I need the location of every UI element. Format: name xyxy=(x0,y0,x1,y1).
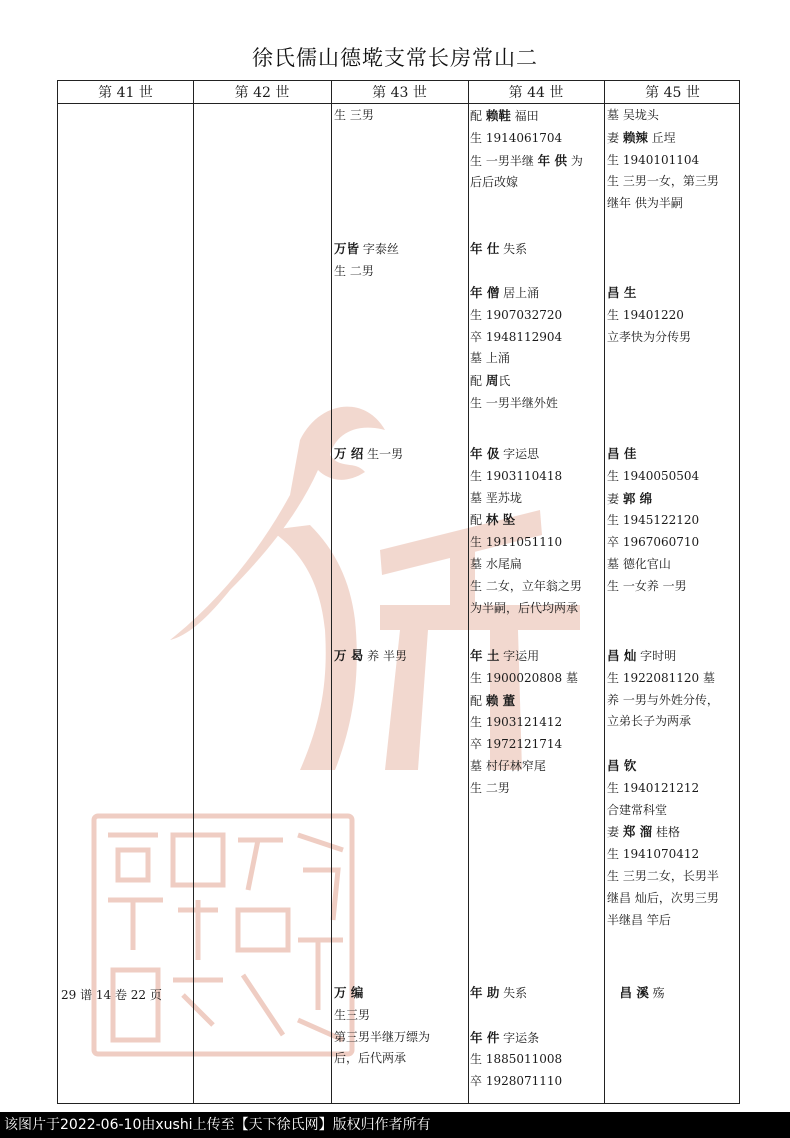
entry-gen-43 xyxy=(334,645,466,668)
entry-line xyxy=(607,510,739,532)
entry-gen-43 xyxy=(334,982,466,1070)
entry-text: 墓 村仔林窄尾 xyxy=(470,758,546,773)
entry-text: 字泰丝 xyxy=(359,242,399,256)
entry-line xyxy=(470,756,602,778)
entry-text: 生 1940101104 xyxy=(607,152,700,167)
entry-gen-45 xyxy=(607,645,739,931)
entry-line xyxy=(470,327,602,349)
entry-gen-43 xyxy=(334,238,466,283)
entry-text: 生三男 xyxy=(334,1007,371,1022)
entry-text: 生 1945122120 xyxy=(607,513,700,528)
entry-text: 养 一男与外姓分传， xyxy=(607,692,719,707)
person-name: 年 僧 xyxy=(470,285,500,300)
entry-text: 氏 xyxy=(498,374,511,389)
entry-line xyxy=(607,532,739,554)
entry-text: 继昌 灿后，次男三男 xyxy=(607,890,719,905)
entry-line xyxy=(470,734,602,756)
entry-line xyxy=(470,690,602,713)
entry-text: 卒 1967060710 xyxy=(607,535,700,550)
entry-line xyxy=(607,668,739,690)
entry-text: 立弟长子为两承 xyxy=(607,714,692,729)
entry-text: 半继昌 竿后 xyxy=(607,912,671,927)
entry-line xyxy=(470,1027,602,1050)
entry-gen-44 xyxy=(470,645,602,800)
entry-line xyxy=(470,554,602,576)
entry-text: 字运用 xyxy=(499,649,540,663)
entry-text: 生 1922081120 墓 xyxy=(607,670,715,685)
entry-line xyxy=(607,171,739,193)
entry-text: 生 一男半继外姓 xyxy=(470,395,558,410)
entry-text: 字运思 xyxy=(499,447,540,461)
entry-line xyxy=(607,733,739,755)
entry-text: 居上涌 xyxy=(499,286,540,300)
entry-line xyxy=(607,888,739,910)
entry-text: 桂格 xyxy=(652,825,681,840)
entry-text: 配 xyxy=(470,693,486,708)
entry-line xyxy=(470,348,602,370)
entry-line xyxy=(607,193,739,215)
entry-text: 合建常科堂 xyxy=(607,802,668,817)
entry-gen-45 xyxy=(607,282,739,348)
entry-line xyxy=(607,554,739,576)
entry-line xyxy=(470,282,602,305)
genealogy-table xyxy=(57,80,740,1104)
person-name: 赖 董 xyxy=(485,692,516,708)
entry-text: 配 xyxy=(470,513,486,528)
person-name: 年 伋 xyxy=(470,446,500,461)
entry-text: 失系 xyxy=(499,242,528,256)
person-name: 林 坠 xyxy=(485,512,516,528)
entry-text: 生 1940050504 xyxy=(607,468,700,483)
entry-line xyxy=(470,576,602,598)
entry-gen-44 xyxy=(470,982,602,1093)
person-name: 年 土 xyxy=(470,648,500,663)
entry-gen-44 xyxy=(470,282,602,415)
entry-line xyxy=(607,127,739,150)
person-name: 年 助 xyxy=(470,985,500,1000)
entry-text: 生 1911051110 xyxy=(470,535,563,550)
person-name: 郑 溜 xyxy=(622,824,653,840)
entry-text: 卒 1948112904 xyxy=(470,329,563,344)
entry-text: 卒 1972121714 xyxy=(470,737,563,752)
person-name: 昌 钦 xyxy=(607,757,637,773)
entry-line xyxy=(470,1071,602,1093)
entry-text: 配 xyxy=(470,109,486,123)
entry-line xyxy=(470,778,602,800)
entry-line xyxy=(607,690,739,712)
entry-line xyxy=(607,488,739,511)
entry-line xyxy=(607,576,739,598)
entry-line xyxy=(470,1049,602,1071)
entry-gen-44 xyxy=(470,105,602,194)
person-name: 万皆 xyxy=(334,241,360,256)
column-header-gen-45: 第 45 世 xyxy=(645,85,700,101)
person-name: 万 编 xyxy=(334,985,364,1000)
person-name: 万 绍 xyxy=(334,446,364,461)
entry-text: 生 1907032720 xyxy=(470,307,563,322)
entry-line xyxy=(607,800,739,822)
column-divider xyxy=(331,81,332,1103)
entry-line xyxy=(607,755,739,778)
entry-line xyxy=(334,105,466,127)
upload-notice-footer: 该图片于2022-06-10由xushi上传至【天下徐氏网】版权归作者所有 xyxy=(0,1112,790,1138)
entry-line xyxy=(470,443,602,466)
entry-text: 养 半男 xyxy=(363,649,407,663)
entry-text: 生 二男 xyxy=(334,263,374,278)
column-header-gen-43: 第 43 世 xyxy=(372,85,427,101)
person-name: 年 仕 xyxy=(470,241,500,256)
column-divider xyxy=(468,81,469,1103)
person-name: 昌 灿 xyxy=(607,648,637,663)
person-name: 昌 佳 xyxy=(607,446,637,461)
entry-text: 生 1914061704 xyxy=(470,130,563,145)
entry-line xyxy=(470,466,602,488)
page-reference: 29 谱 14 卷 22 页 xyxy=(61,988,162,1002)
person-name: 周 xyxy=(485,373,499,389)
entry-text: 卒 1928071110 xyxy=(470,1074,563,1089)
entry-line xyxy=(334,645,466,668)
column-divider xyxy=(604,81,605,1103)
entry-text: 失系 xyxy=(499,986,528,1000)
entry-text: 生 19401220 xyxy=(607,307,684,322)
entry-text: 殇 xyxy=(648,986,665,1000)
entry-text: 妻 xyxy=(607,491,623,506)
entry-gen-45 xyxy=(607,105,739,215)
person-name: 赖辣 xyxy=(622,129,648,145)
entry-gen-45 xyxy=(607,982,739,1005)
entry-text: 生一男 xyxy=(363,447,404,461)
entry-line xyxy=(334,261,466,283)
entry-line xyxy=(470,172,602,194)
entry-text: 生 1900020808 墓 xyxy=(470,670,578,685)
entry-line xyxy=(607,866,739,888)
entry-text: 妻 xyxy=(607,825,623,840)
person-name: 昌 溪 xyxy=(607,985,649,1000)
entry-text: 墓 垩苏垅 xyxy=(470,490,522,505)
entry-line xyxy=(607,466,739,488)
entry-line xyxy=(607,982,739,1005)
entry-text: 生 三男一女，第三男 xyxy=(607,174,719,189)
entry-line xyxy=(607,821,739,844)
entry-text: 第三男半继万缥为 xyxy=(334,1029,431,1044)
entry-line xyxy=(607,443,739,466)
entry-text: 生 三男 xyxy=(334,108,374,122)
entry-line xyxy=(470,532,602,554)
entry-text: 福田 xyxy=(510,109,539,123)
entry-gen-43 xyxy=(334,443,466,466)
entry-text: 妻 xyxy=(607,130,623,145)
entry-line xyxy=(334,1027,466,1049)
entry-line xyxy=(470,128,602,150)
person-name: 赖鞋 xyxy=(485,108,511,123)
entry-text: 立孝快为分传男 xyxy=(607,329,692,344)
entry-line xyxy=(334,238,466,261)
entry-text: 继年 供为半嗣 xyxy=(607,196,683,211)
entry-text: 墓 上涌 xyxy=(470,351,510,366)
entry-line xyxy=(470,668,602,690)
entry-line xyxy=(470,393,602,415)
person-name: 万 曷 xyxy=(334,648,364,663)
entry-line xyxy=(470,509,602,532)
entry-line xyxy=(334,443,466,466)
entry-line xyxy=(470,1005,602,1027)
entry-text: 墓 德化官山 xyxy=(607,556,671,571)
column-divider xyxy=(193,81,194,1103)
entry-gen-45 xyxy=(607,443,739,598)
entry-line xyxy=(607,282,739,305)
entry-line xyxy=(607,645,739,668)
entry-text: 生 二女，立年翁之男 xyxy=(470,578,582,593)
column-header-gen-44: 第 44 世 xyxy=(508,85,564,101)
entry-text: 为半嗣，后代均两承 xyxy=(470,600,579,615)
person-name: 年 供 xyxy=(537,152,567,168)
entry-line xyxy=(470,645,602,668)
entry-gen-43 xyxy=(334,105,466,127)
entry-text: 字运条 xyxy=(499,1030,540,1045)
entry-line xyxy=(607,305,739,327)
entry-gen-44 xyxy=(470,443,602,619)
entry-text: 配 xyxy=(470,374,486,389)
entry-line xyxy=(470,982,602,1005)
entry-line xyxy=(334,982,466,1005)
entry-text: 生 一男半继 xyxy=(470,153,538,168)
entry-text: 后，后代两承 xyxy=(334,1051,407,1066)
entry-text: 丘埕 xyxy=(647,130,676,145)
entry-text: 字时明 xyxy=(636,649,677,663)
entry-text: 后后改嫁 xyxy=(470,175,519,190)
entry-line xyxy=(470,488,602,510)
entry-line xyxy=(607,778,739,800)
entry-text: 生 1885011008 xyxy=(470,1052,563,1067)
entry-line xyxy=(607,105,739,127)
entry-line xyxy=(470,150,602,173)
entry-line xyxy=(607,150,739,172)
entry-line xyxy=(334,1005,466,1027)
entry-line xyxy=(607,711,739,733)
entry-text: 生 二男 xyxy=(470,780,510,795)
page-title: 徐氏儒山德墘支常长房常山二 xyxy=(252,46,538,70)
person-name: 昌 生 xyxy=(607,285,637,300)
entry-text: 生 一女养 一男 xyxy=(607,578,687,593)
person-name: 郭 绵 xyxy=(622,490,653,506)
entry-line xyxy=(607,844,739,866)
column-header-gen-42: 第 42 世 xyxy=(234,85,290,101)
entry-line xyxy=(470,370,602,393)
entry-text: 墓 水尾扁 xyxy=(470,556,522,571)
entry-text: 生 1903121412 xyxy=(470,715,563,730)
entry-line xyxy=(607,910,739,932)
entry-text: 为 xyxy=(567,153,583,168)
entry-text: 生 1903110418 xyxy=(470,468,563,483)
entry-line xyxy=(470,105,602,128)
entry-text: 墓 吴垅头 xyxy=(607,108,659,122)
entry-text: 生 三男二女，长男半 xyxy=(607,868,719,883)
header-divider xyxy=(58,103,739,104)
entry-line xyxy=(470,598,602,620)
column-header-gen-41: 第 41 世 xyxy=(98,85,153,101)
entry-line xyxy=(470,238,602,261)
person-name: 年 件 xyxy=(470,1029,500,1045)
entry-line xyxy=(334,1048,466,1070)
entry-line xyxy=(470,712,602,734)
entry-text: 生 1941070412 xyxy=(607,847,700,862)
entry-gen-44 xyxy=(470,238,602,261)
entry-line xyxy=(607,327,739,349)
entry-text: 生 1940121212 xyxy=(607,780,700,795)
entry-line xyxy=(470,305,602,327)
